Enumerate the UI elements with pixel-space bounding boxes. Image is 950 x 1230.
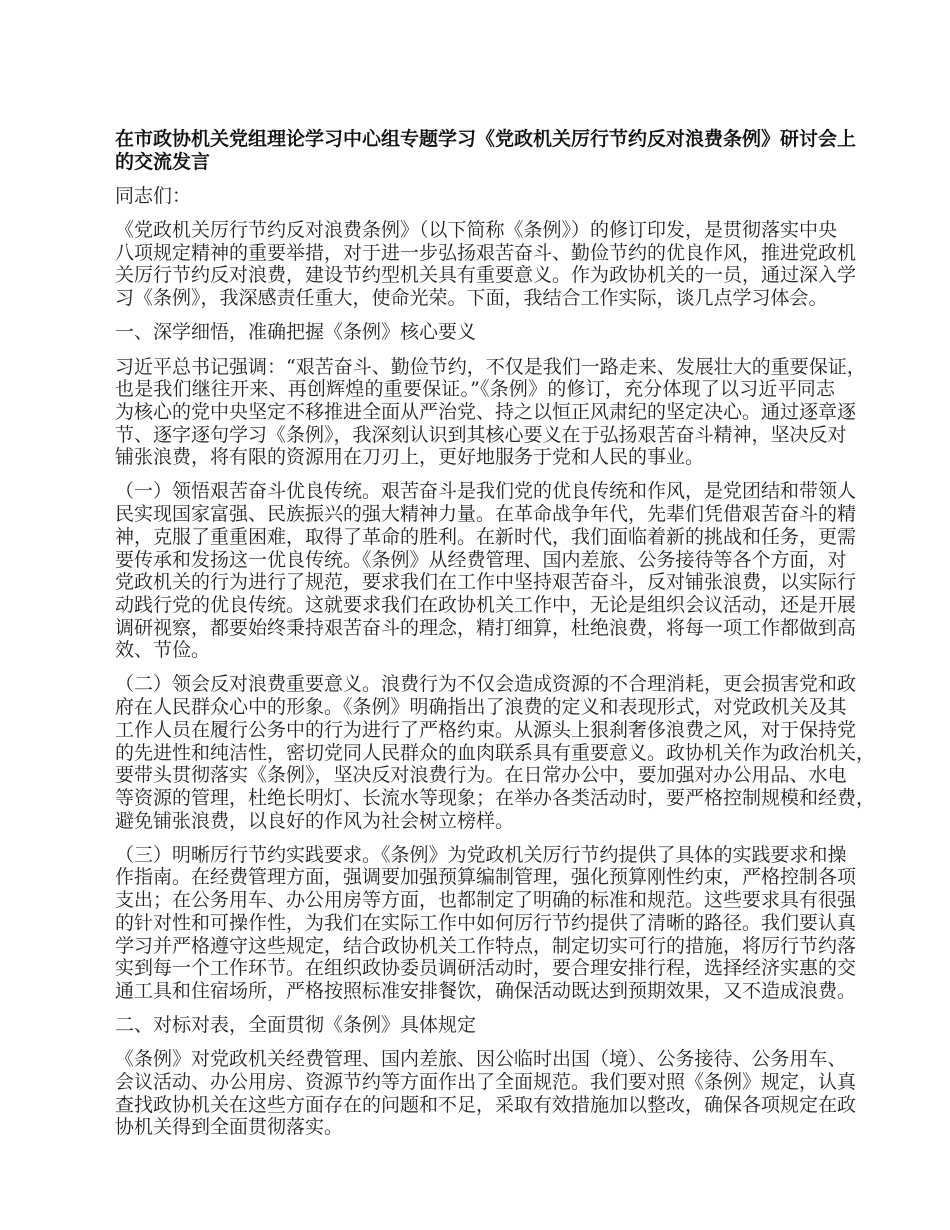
greeting bbox=[115, 185, 835, 208]
paragraph bbox=[115, 1048, 857, 1139]
text-line: 节、逐字逐句学习《条例》，我深刻认识到其核心要义在于弘扬艰苦奋斗精神，坚决反对 bbox=[115, 423, 847, 446]
text-line: 习近平总书记强调：“艰苦奋斗、勤俭节约，不仅是我们一路走来、发展壮大的重要保证， bbox=[115, 355, 866, 378]
text-line: 的针对性和可操作性，为我们在实际工作中如何厉行节约提供了清晰的路径。我们要认真 bbox=[115, 911, 857, 934]
text-line: 党政机关的行为进行了规范，要求我们在工作中坚持艰苦奋斗，反对铺张浪费，以实际行 bbox=[115, 571, 857, 594]
text-line: 作指南。在经费管理方面，强调要加强预算编制管理，强化预算刚性约束，严格控制各项 bbox=[115, 866, 857, 889]
text-line: 通工具和住宿场所，严格按照标准安排餐饮，确保活动既达到预期效果，又不造成浪费。 bbox=[115, 979, 857, 1002]
document-title bbox=[115, 128, 857, 173]
text-line: 在市政协机关党组理论学习中心组专题学习《党政机关厉行节约反对浪费条例》研讨会上 bbox=[115, 128, 857, 150]
text-line: 效、节俭。 bbox=[115, 639, 211, 662]
text-line: 等资源的管理，杜绝长明灯、长流水等现象；在举办各类活动时，要严格控制规模和经费， bbox=[115, 786, 876, 809]
text-line: 铺张浪费，将有限的资源用在刀刃上，更好地服务于党和人民的事业。 bbox=[115, 446, 705, 469]
text-line: 也是我们继往开来、再创辉煌的重要保证。”《条例》的修订，充分体现了以习近平同志 bbox=[115, 378, 835, 401]
text-line: 避免铺张浪费，以良好的作风为社会树立榜样。 bbox=[115, 809, 515, 832]
text-line: 同志们： bbox=[115, 184, 192, 207]
text-line: 《条例》对党政机关经费管理、国内差旅、因公临时出国（境）、公务接待、公务用车、 bbox=[115, 1048, 847, 1071]
text-line: 二、对标对表，全面贯彻《条例》具体规定 bbox=[115, 1014, 477, 1037]
text-line: 协机关得到全面贯彻落实。 bbox=[115, 1116, 344, 1139]
text-line: （二）领会反对浪费重要意义。浪费行为不仅会造成资源的不合理消耗，更会损害党和政 bbox=[115, 673, 857, 696]
text-line: （三）明晰厉行节约实践要求。《条例》为党政机关厉行节约提供了具体的实践要求和操 bbox=[115, 843, 847, 866]
text-line: 动践行党的优良传统。这就要求我们在政协机关工作中，无论是组织会议活动，还是开展 bbox=[115, 593, 857, 616]
section-heading bbox=[115, 1014, 835, 1037]
text-line: 习《条例》，我深感责任重大，使命光荣。下面，我结合工作实际，谈几点学习体会。 bbox=[115, 287, 828, 310]
text-line: 民实现国家富强、民族振兴的强大精神力量。在革命战争年代，先辈们凭借艰苦奋斗的精 bbox=[115, 503, 857, 526]
text-line: 会议活动、办公用房、资源节约等方面作出了全面规范。我们要对照《条例》规定，认真 bbox=[115, 1070, 857, 1093]
section-heading bbox=[115, 321, 835, 344]
text-line: 的交流发言 bbox=[115, 150, 211, 173]
paragraph bbox=[115, 355, 866, 469]
paragraph bbox=[115, 673, 876, 832]
text-line: 一、深学细悟，准确把握《条例》核心要义 bbox=[115, 321, 477, 344]
text-line: 调研视察，都要始终秉持艰苦奋斗的理念，精打细算，杜绝浪费，将每一项工作都做到高 bbox=[115, 616, 857, 639]
text-line: （一）领悟艰苦奋斗优良传统。艰苦奋斗是我们党的优良传统和作风，是党团结和带领人 bbox=[115, 480, 857, 503]
text-line: 《党政机关厉行节约反对浪费条例》（以下简称《条例》）的修订印发，是贯彻落实中央 bbox=[115, 219, 838, 242]
paragraph bbox=[115, 843, 857, 1003]
text-line: 要传承和发扬这一优良传统。《条例》从经费管理、国内差旅、公务接待等各个方面，对 bbox=[115, 548, 847, 571]
text-line: 要带头贯彻落实《条例》，坚决反对浪费行为。在日常办公中，要加强对办公用品、水电 bbox=[115, 764, 847, 787]
text-line: 八项规定精神的重要举措，对于进一步弘扬艰苦奋斗、勤俭节约的优良作风，推进党政机 bbox=[115, 241, 857, 264]
document-body bbox=[115, 128, 876, 1151]
text-line: 为核心的党中央坚定不移推进全面从严治党、持之以恒正风肃纪的坚定决心。通过逐章逐 bbox=[115, 400, 857, 423]
text-line: 查找政协机关在这些方面存在的问题和不足，采取有效措施加以整改，确保各项规定在政 bbox=[115, 1093, 857, 1116]
text-line: 的先进性和纯洁性，密切党同人民群众的血肉联系具有重要意义。政协机关作为政治机关， bbox=[115, 741, 876, 764]
text-line: 关厉行节约反对浪费，建设节约型机关具有重要意义。作为政协机关的一员，通过深入学 bbox=[115, 264, 857, 287]
text-line: 实到每一个工作环节。在组织政协委员调研活动时，要合理安排行程，选择经济实惠的交 bbox=[115, 957, 857, 980]
document-content bbox=[115, 184, 876, 1139]
text-line: 学习并严格遵守这些规定，结合政协机关工作特点，制定切实可行的措施，将厉行节约落 bbox=[115, 934, 857, 957]
text-line: 府在人民群众心中的形象。《条例》明确指出了浪费的定义和表现形式，对党政机关及其 bbox=[115, 696, 847, 719]
paragraph bbox=[115, 480, 857, 662]
text-line: 神，克服了重重困难，取得了革命的胜利。在新时代，我们面临着新的挑战和任务，更需 bbox=[115, 525, 857, 548]
text-line: 支出；在公务用车、办公用房等方面，也都制定了明确的标准和规范。这些要求具有很强 bbox=[115, 889, 857, 912]
text-line: 工作人员在履行公务中的行为进行了严格约束。从源头上狠刹奢侈浪费之风，对于保持党 bbox=[115, 718, 857, 741]
paragraph bbox=[115, 219, 857, 310]
